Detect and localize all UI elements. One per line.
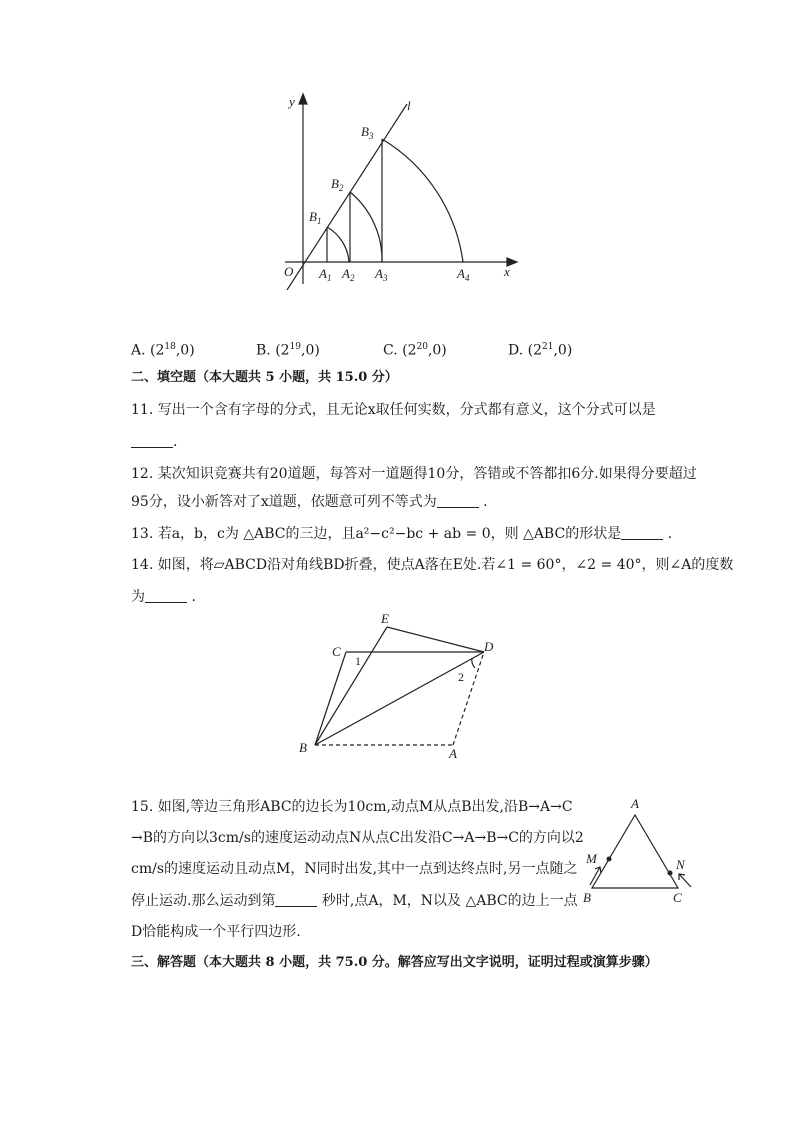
arc-3 [382, 139, 463, 262]
y-axis-arrow [299, 94, 307, 104]
q15-line5: D恰能构成一个平行四边形. [131, 924, 301, 940]
section-2-title: 二、填空题（本大题共 5 小题，共 15.0 分） [131, 370, 398, 385]
q13-blank[interactable] [621, 525, 663, 540]
label-angle-1: 1 [355, 654, 361, 668]
q12-blank[interactable] [437, 493, 479, 508]
q11-line1: 11. 写出一个含有字母的分式，且无论x取任何实数，分式都有意义，这个分式可以是 [131, 402, 656, 418]
segment-be [315, 627, 387, 745]
label-a3: $A_3$ [375, 266, 388, 283]
label-tri-c: C [673, 890, 682, 905]
q11-blank[interactable] [131, 433, 173, 448]
label-b2: $B_2$ [331, 176, 344, 193]
label-e: E [381, 611, 389, 626]
point-m [607, 857, 612, 862]
q12-line2: 95分，设小新答对了x道题，依题意可列不等式为 . [131, 494, 488, 510]
label-tri-n: N [676, 857, 685, 872]
label-b3: $B_3$ [361, 124, 374, 141]
figure-sequence-diagram [275, 90, 525, 290]
figure-parallelogram-fold [295, 608, 505, 768]
angle-2-arc [472, 658, 475, 668]
option-d[interactable]: D. $(2^{21},0)$ [508, 342, 573, 359]
arrow-n [679, 874, 691, 887]
segment-bd [315, 652, 484, 745]
section-3-title: 三、解答题（本大题共 8 小题，共 75.0 分。解答应写出文字说明，证明过程或演算步骤） [131, 955, 658, 970]
label-x: x [504, 264, 510, 279]
label-a1: $A_1$ [319, 266, 332, 283]
label-tri-b: B [583, 890, 591, 905]
label-a2: $A_2$ [342, 266, 355, 283]
q14-blank[interactable] [145, 588, 187, 603]
label-y: y [289, 94, 295, 109]
option-b[interactable]: B. $(2^{19},0)$ [256, 342, 320, 359]
q14-line2: 为 . [131, 589, 196, 605]
label-tri-m: M [586, 851, 597, 866]
q15-line3: cm/s的速度运动且动点M，N同时出发,其中一点到达终点时,另一点随之 [131, 861, 578, 877]
label-angle-2: 2 [458, 670, 464, 684]
label-l: l [407, 98, 411, 113]
segment-ed [387, 627, 484, 652]
q15-line2: →B的方向以3cm/s的速度运动动点N从点C出发沿C→A→B→C的方向以2 [131, 830, 584, 846]
triangle-abc [592, 815, 678, 888]
q12-line1: 12. 某次知识竞赛共有20道题，每答对一道题得10分，答错或不答都扣6分.如果得分要超过 [131, 466, 697, 482]
label-o: O [284, 264, 294, 279]
point-n [668, 871, 673, 876]
figure-equilateral-triangle [580, 795, 695, 907]
q11-line2: . [131, 432, 177, 452]
label-c: C [332, 644, 341, 659]
arc-1 [327, 227, 349, 262]
option-c[interactable]: C. $(2^{20},0)$ [383, 342, 447, 359]
q15-line1: 15. 如图,等边三角形ABC的边长为10cm,动点M从点B出发,沿B→A→C [131, 799, 573, 815]
option-a[interactable]: A. $(2^{18},0)$ [131, 342, 195, 359]
label-d: D [484, 639, 494, 654]
label-b: B [299, 740, 307, 755]
arc-2 [350, 192, 382, 262]
q15-blank[interactable] [275, 892, 317, 907]
q13-line: 13. 若a，b，c为 △ABC的三边，且a²−c²−bc + ab = 0，则 △ABC的形状是 . [131, 526, 673, 542]
q15-line4: 停止运动.那么运动到第 秒时,点A，M，N以及 △ABC的边上一点 [131, 893, 578, 909]
label-b1: $B_1$ [309, 209, 322, 226]
label-a4: $A_4$ [457, 266, 470, 283]
label-a: A [449, 746, 457, 761]
label-tri-a: A [631, 796, 639, 811]
q14-line1: 14. 如图，将▱ABCD沿对角线BD折叠，使点A落在E处.若∠1 = 60°，∠2 = 40°，则∠A的度数 [131, 557, 734, 573]
